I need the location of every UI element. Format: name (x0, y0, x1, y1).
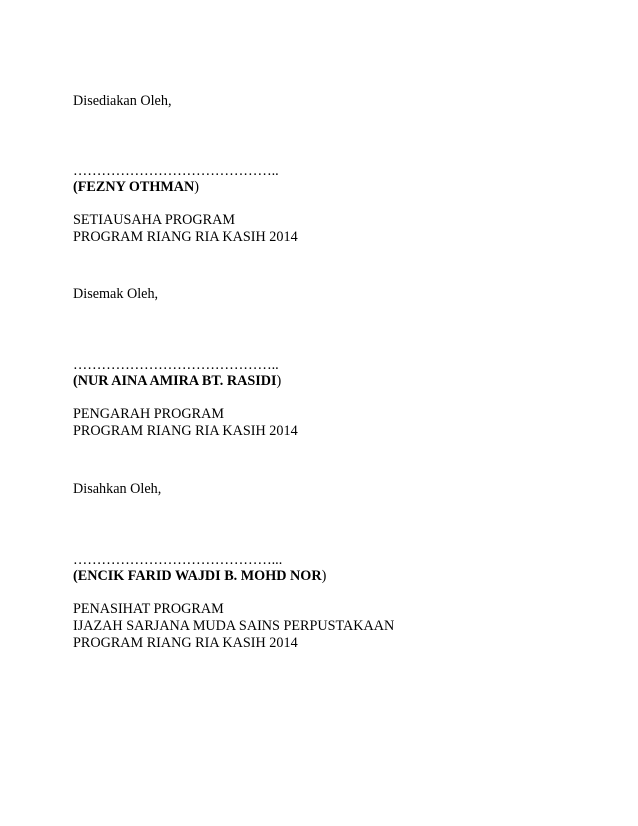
checked-by-name: (NUR AINA AMIRA BT. RASIDI) (73, 373, 282, 389)
prepared-by-heading: Disediakan Oleh, (73, 93, 172, 109)
approved-by-title-3: PROGRAM RIANG RIA KASIH 2014 (73, 635, 298, 651)
prepared-by-title-1: SETIAUSAHA PROGRAM (73, 212, 235, 228)
approved-by-title-2: IJAZAH SARJANA MUDA SAINS PERPUSTAKAAN (73, 618, 395, 634)
prepared-by-name: (FEZNY OTHMAN) (73, 179, 199, 195)
approved-by-name: (ENCIK FARID WAJDI B. MOHD NOR) (73, 568, 327, 584)
checked-by-title-1: PENGARAH PROGRAM (73, 406, 224, 422)
checked-by-signature-line: …………………………………….. (73, 357, 279, 373)
prepared-by-name-text: FEZNY OTHMAN (77, 179, 195, 195)
approved-by-signature-line: ……………………………………... (73, 552, 283, 568)
prepared-by-title-2: PROGRAM RIANG RIA KASIH 2014 (73, 229, 298, 245)
prepared-by-signature-line: …………………………………….. (73, 163, 279, 179)
checked-by-title-2: PROGRAM RIANG RIA KASIH 2014 (73, 423, 298, 439)
checked-by-heading: Disemak Oleh, (73, 286, 159, 302)
approved-by-name-text: ENCIK FARID WAJDI B. MOHD NOR (77, 568, 322, 584)
approved-by-title-1: PENASIHAT PROGRAM (73, 601, 224, 617)
approved-by-heading: Disahkan Oleh, (73, 481, 162, 497)
checked-by-name-text: NUR AINA AMIRA BT. RASIDI (77, 373, 277, 389)
